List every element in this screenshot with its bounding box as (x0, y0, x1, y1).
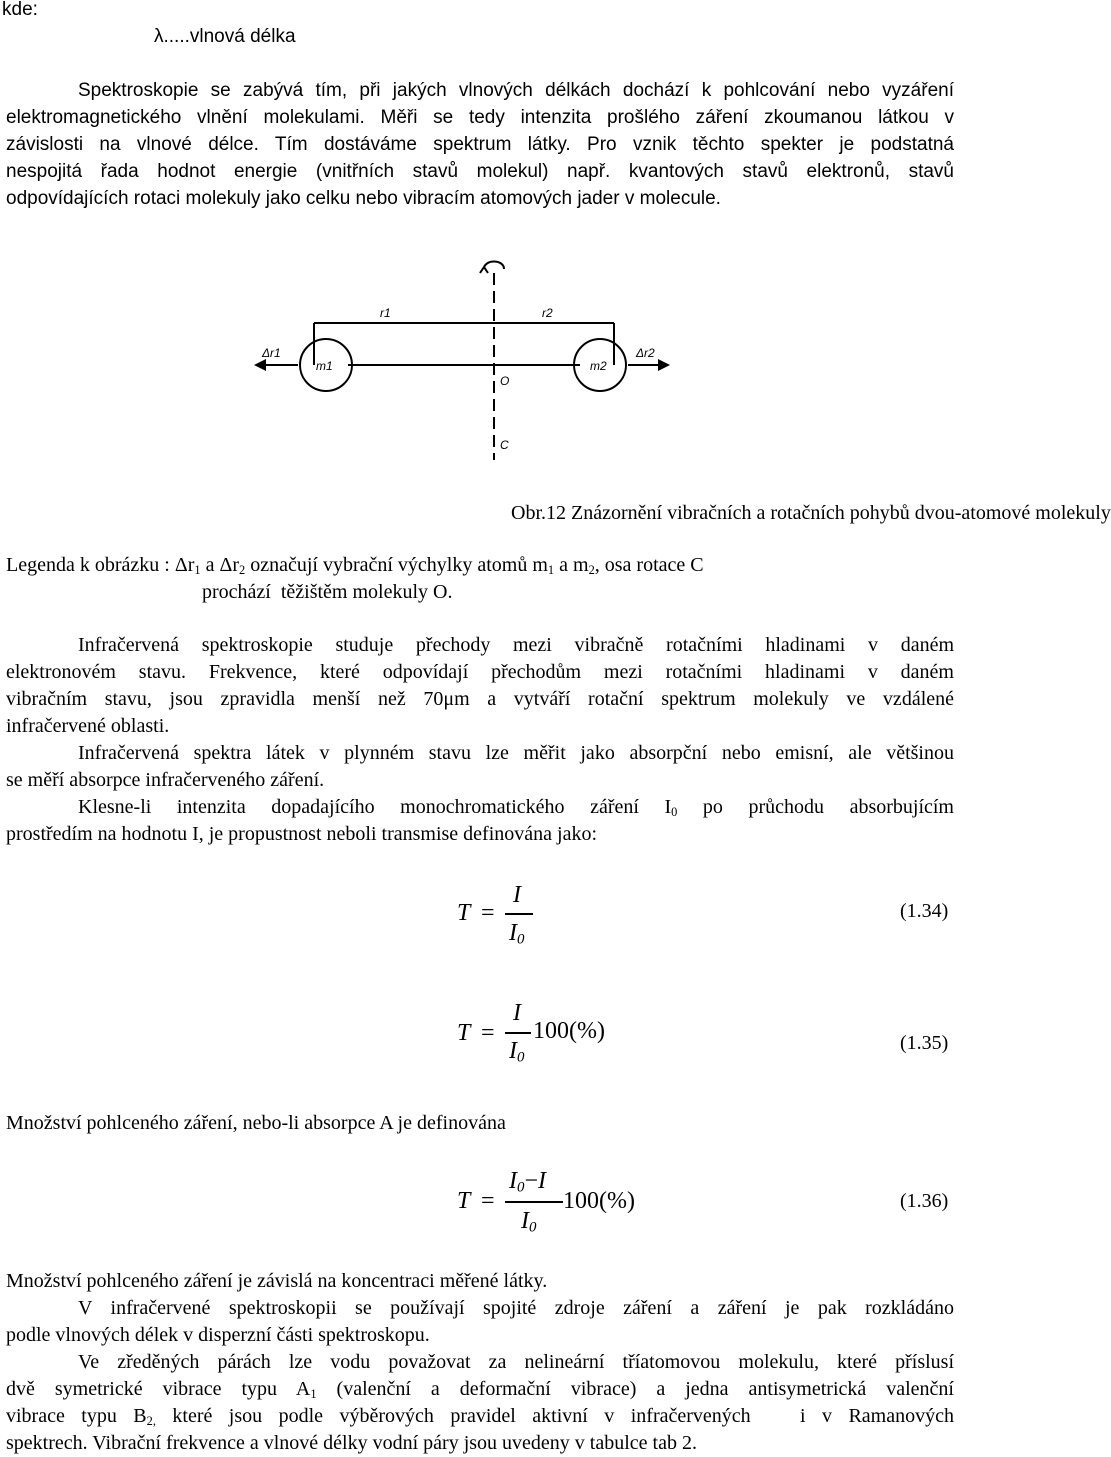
paragraph-spectroscopy-intro (6, 77, 954, 212)
label-r1: r1 (380, 306, 391, 320)
paragraph-concentration: Množství pohlceného záření je závislá na koncentraci měřené látky. (6, 1270, 548, 1292)
equation-number-1-34: (1.34) (900, 900, 949, 922)
label-m1: m1 (316, 359, 333, 373)
text-line: elektromagnetického vlnění molekulami. Měři se tedy intenzita prošlého záření zkoumanou látkou v (6, 107, 954, 128)
label-r2: r2 (542, 306, 553, 320)
text-line: se měří absorpce infračerveného záření. (6, 769, 325, 791)
text-line: V infračervené spektroskopii se používají spojité zdroje záření a záření je pak rozkládáno (78, 1297, 954, 1319)
delta-r2-arrowhead (658, 359, 670, 371)
equation-number-1-36: (1.36) (900, 1190, 949, 1212)
paragraph-transmission (6, 794, 954, 848)
text-line: Infračervená spektroskopie studuje přechody mezi vibračně rotačními hladinami v daném (78, 634, 954, 656)
label-delta-r1: Δr1 (262, 346, 281, 360)
text-line: Infračervená spektra látek v plynném stavu lze měřit jako absorpční nebo emisní, ale většinou (78, 742, 954, 764)
lambda-definition: λ.....vlnová délka (154, 26, 296, 47)
text-line: infračervené oblasti. (6, 715, 170, 737)
fraction-bar (505, 1032, 531, 1034)
fraction-bar (505, 913, 533, 915)
text-line: Spektroskopie se zabývá tím, při jakých vlnových délkách dochází k pohlcování nebo vyzáření (78, 80, 954, 101)
text-line: nespojitá řada hodnot energie (vnitřních stavů molekul) např. kvantových stavů elektronů, stavů (6, 161, 954, 182)
equation-1-34: T = I $I_0$ (455, 880, 575, 960)
paragraph-gas-spectra (6, 740, 954, 794)
paragraph-ir-spectroscopy (6, 632, 954, 740)
delta-r1-arrowhead (254, 359, 266, 371)
label-kde: kde: (2, 0, 38, 20)
text-line: Ve zředěných párách lze vodu považovat za nelineární tříatomovou molekulu, které příslusí (78, 1351, 954, 1373)
label-C: C (500, 438, 509, 452)
legend-prefix: Legenda k obrázku : (6, 554, 175, 576)
text-line: závislosti na vlnové délce. Tím dostáváme spektrum látky. Pro vznik těchto spekter je podstatná (6, 134, 954, 155)
figure-diatomic-molecule (240, 255, 690, 465)
figure-caption: Obr.12 Znázornění vibračních a rotačních pohybů dvou-atomové molekuly (511, 502, 1111, 524)
label-m2: m2 (590, 359, 607, 373)
text-line: vibračním stavu, jsou zpravidla menší než 70μm a vytváří rotační spektrum molekuly ve vzdálené (6, 688, 954, 710)
rotation-arrow (484, 262, 504, 270)
text-line: prostředím na hodnotu I, je propustnost neboli transmise definována jako: (6, 823, 597, 845)
rotation-arrow-head (480, 267, 488, 273)
text-line: vibrace typu $B_{2,}$ které jsou podle výběrových pravidel aktivní v infračervených i v Ramanových (6, 1405, 954, 1429)
text-line: odpovídajících rotaci molekuly jako celku nebo vibracím atomových jader v molecule. (6, 188, 721, 209)
paragraph-sources (6, 1295, 954, 1349)
paragraph-absorption-def: Množství pohlceného záření, nebo-li absorpce A je definována (6, 1112, 506, 1134)
fraction-bar (505, 1201, 563, 1203)
figure-legend: Legenda k obrázku : $\Delta r_1$ a $\Delta r_2$ označují vybrační výchylky atomů $m_1$ a $m_2$, osa rotace C (6, 554, 704, 578)
text-line: Klesne-li intenzita dopadajícího monochromatického záření $I_0$ po průchodu absorbujícím (78, 796, 954, 820)
equation-1-36: T = $I_0-I$ $I_0$ 100(%) (457, 1168, 635, 1236)
text-line: spektrech. Vibrační frekvence a vlnové délky vodní páry jsou uvedeny v tabulce tab 2. (6, 1432, 697, 1454)
label-O: O (500, 374, 510, 388)
paragraph-water-vapor (6, 1349, 954, 1457)
legend-line-2: prochází těžištěm molekuly O. (202, 581, 453, 603)
text-line: podle vlnových délek v disperzní části spektroskopu. (6, 1324, 430, 1346)
equation-1-35: T = I $I_0$ 100(%) (457, 1000, 605, 1066)
equation-number-1-35: (1.35) (900, 1032, 949, 1054)
label-delta-r2: Δr2 (636, 346, 655, 360)
text-line: elektronovém stavu. Frekvence, které odpovídají přechodům mezi rotačními hladinami v daném (6, 661, 954, 683)
text-line: dvě symetrické vibrace typu $A_1$ (valenční a deformační vibrace) a jedna antisymetrická valenční (6, 1378, 954, 1402)
